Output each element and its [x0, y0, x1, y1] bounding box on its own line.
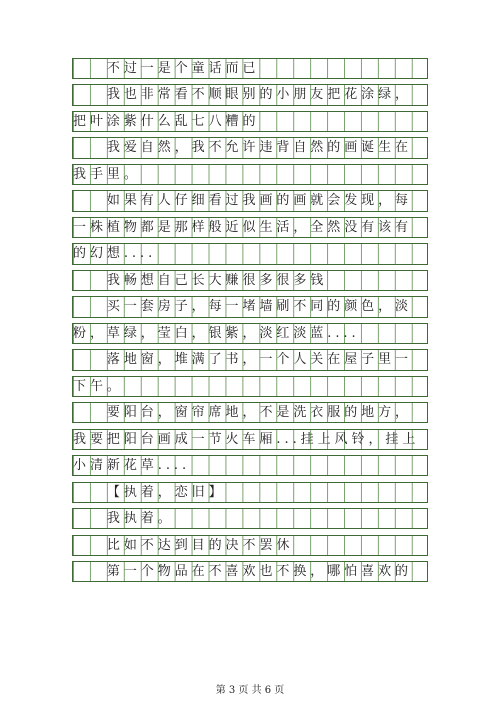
- grid-row: [72, 58, 428, 79]
- line-text: 我手里。: [73, 166, 141, 182]
- grid-row: [72, 561, 428, 582]
- line-text: 我爱自然，我不允许违背自然的画诞生在: [106, 140, 412, 156]
- line-text: 买一套房子，每一堵墙刷不同的颜色，淡: [106, 299, 412, 315]
- line-text: 落地窗，堆满了书，一个人关在屋子里一: [106, 352, 412, 368]
- grid-row: [72, 455, 428, 476]
- grid-row: [72, 164, 428, 185]
- grid-row: [72, 190, 428, 211]
- grid-row: [72, 217, 428, 238]
- line-text: 我执着。: [106, 511, 175, 527]
- grid-row: [72, 243, 428, 264]
- line-text: 【执着，恋旧】: [106, 484, 226, 500]
- line-text: 下午。: [73, 378, 124, 394]
- grid-row: [72, 323, 428, 344]
- grid-row: [72, 429, 428, 450]
- grid-row: [72, 349, 428, 370]
- grid-row: [72, 535, 428, 556]
- line-text: 我要把阳台画成一节火车厢...挂上风铃，挂上: [73, 431, 420, 447]
- grid-row: [72, 482, 428, 503]
- grid-row: [72, 270, 428, 291]
- line-text: 粉，草绿，莹白，银紫，淡红淡蓝....: [73, 325, 360, 341]
- line-text: 小清新花草....: [73, 458, 191, 474]
- grid-row: [72, 376, 428, 397]
- line-text: 要阳台，窗帘席地，不是洗衣服的地方，: [106, 405, 412, 421]
- line-text: 如果有人仔细看过我画的画就会发现，每: [106, 193, 412, 209]
- grid-row: [72, 296, 428, 317]
- line-text: 比如不达到目的决不罢休: [106, 537, 294, 553]
- line-text: 一株植物都是那样般近似生活，全然没有该有: [73, 219, 413, 235]
- line-text: 的幻想....: [73, 246, 157, 262]
- page-footer: 第 3 页 共 6 页: [215, 685, 285, 696]
- line-text: 我也非常看不顺眼别的小朋友把花涂绿，: [106, 87, 412, 103]
- line-text: 不过一是个童话而已: [106, 61, 260, 76]
- grid-row: [72, 402, 428, 423]
- line-text: 把叶涂紫什么乱七八糟的: [73, 113, 260, 129]
- manuscript-grid: [72, 58, 428, 588]
- line-text: 我畅想自己长大赚很多很多钱: [106, 272, 328, 288]
- line-text: 第一个物品在不喜欢也不换，哪怕喜欢的: [106, 564, 412, 580]
- grid-row: [72, 508, 428, 529]
- grid-row: [72, 137, 428, 158]
- grid-row: [72, 84, 428, 105]
- grid-row: [72, 111, 428, 132]
